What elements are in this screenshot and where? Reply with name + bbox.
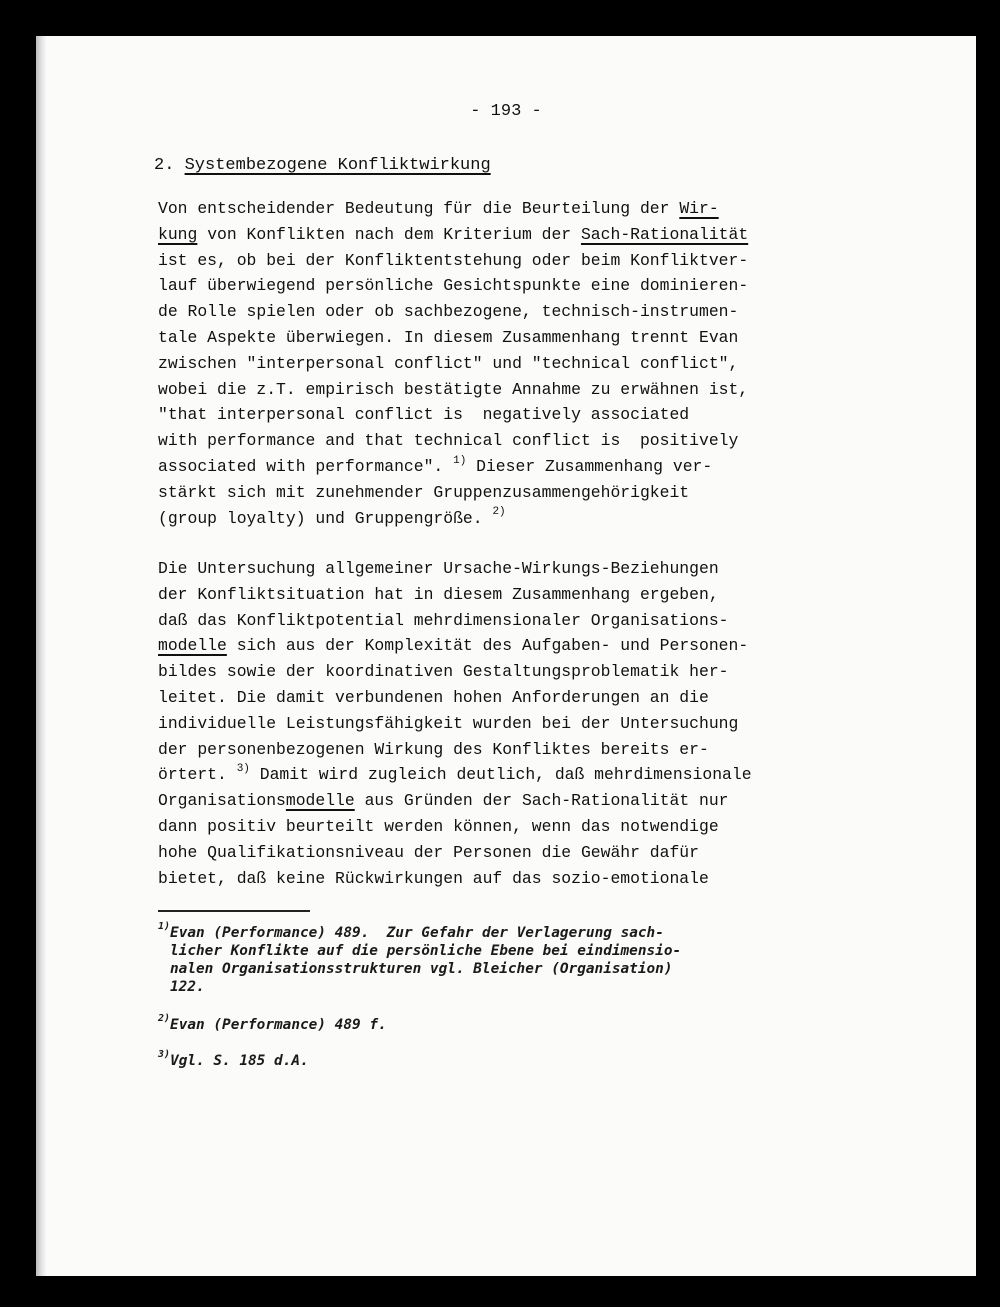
- footnote-ref-3: 3): [236, 762, 250, 775]
- footnote-ref-1: 1): [453, 454, 467, 467]
- text-span: Von entscheidender Bedeutung für die Beurteilung der: [158, 199, 680, 218]
- footnote-mark: 2): [158, 1013, 171, 1025]
- footnote-2: [158, 1013, 387, 1034]
- text-line: "that interpersonal conflict is negatively associated: [158, 405, 690, 425]
- underlined-term: Sach-Rationalität: [580, 224, 749, 244]
- text-span: aus Gründen der Sach-Rationalität nur: [354, 791, 729, 811]
- text-line: [158, 222, 818, 248]
- paragraph-1: [158, 196, 818, 531]
- footnote-mark: 1): [158, 921, 171, 933]
- text-line: dann positiv beurteilt werden können, wenn das notwendige: [158, 816, 719, 836]
- text-line: Die Untersuchung allgemeiner Ursache-Wirkungs-Beziehungen: [158, 559, 719, 578]
- footnote-ref-2: 2): [492, 506, 506, 519]
- text-line: de Rolle spielen oder ob sachbezogene, technisch-instrumen-: [158, 302, 739, 322]
- underlined-term: modelle: [158, 636, 227, 656]
- text-line: leitet. Die damit verbundenen hohen Anforderungen an die: [158, 687, 709, 707]
- text-line: ist es, ob bei der Konfliktentstehung oder beim Konfliktver-: [158, 250, 749, 270]
- document-page: [36, 36, 976, 1276]
- section-number: 2.: [154, 156, 185, 175]
- footnote-separator: [158, 910, 310, 912]
- footnote-mark: 3): [158, 1049, 171, 1061]
- footnote-line: [158, 1049, 309, 1070]
- text-line: zwischen "interpersonal conflict" und "technical conflict",: [158, 353, 739, 373]
- text-line: with performance and that technical conflict is positively: [158, 431, 739, 451]
- footnote-1: [158, 921, 682, 996]
- text-span: örtert.: [158, 765, 227, 785]
- footnote-line: [158, 1013, 387, 1034]
- underlined-term: modelle: [285, 791, 355, 811]
- text-span: Dieser Zusammenhang ver-: [466, 456, 713, 476]
- text-line: bildes sowie der koordinativen Gestaltungsproblematik her-: [158, 662, 729, 682]
- text-line: tale Aspekte überwiegen. In diesem Zusammenhang trennt Evan: [158, 327, 739, 347]
- text-line: der Konfliktsituation hat in diesem Zusammenhang ergeben,: [158, 584, 719, 604]
- text-span: Evan (Performance) 489. Zur Gefahr der Verlagerung sach-: [170, 925, 664, 941]
- text-line: [158, 196, 818, 222]
- footnote-3: [158, 1049, 309, 1070]
- text-line: hohe Qualifikationsniveau der Personen die Gewähr dafür: [158, 842, 699, 862]
- text-span: Evan (Performance) 489 f.: [170, 1017, 387, 1033]
- text-line: [158, 454, 818, 480]
- text-line: [158, 506, 818, 532]
- text-span: Vgl. S. 185 d.A.: [170, 1053, 309, 1069]
- text-line: individuelle Leistungsfähigkeit wurden bei der Untersuchung: [158, 713, 739, 733]
- text-span: associated with performance".: [158, 456, 444, 476]
- text-line: bietet, daß keine Rückwirkungen auf das sozio-emotionale: [158, 868, 709, 888]
- text-span: Organisations: [158, 791, 286, 811]
- text-span: von Konflikten nach dem Kriterium der: [197, 224, 581, 244]
- footnote-line: [158, 921, 681, 942]
- text-line: [158, 762, 818, 788]
- footnote-line: 122.: [170, 979, 205, 995]
- text-span: (group loyalty) und Gruppengröße.: [158, 508, 483, 528]
- text-span: sich aus der Komplexität des Aufgaben- und Personen-: [226, 636, 749, 656]
- text-line: wobei die z.T. empirisch bestätigte Annahme zu erwähnen ist,: [158, 379, 749, 399]
- footnote-line: nalen Organisationsstrukturen vgl. Bleicher (Organisation): [170, 961, 673, 977]
- section-heading: [154, 156, 491, 175]
- text-line: [158, 788, 818, 814]
- underlined-term: Wir-: [679, 199, 719, 218]
- paragraph-2: [158, 556, 818, 891]
- text-line: daß das Konfliktpotential mehrdimensionaler Organisations-: [158, 610, 729, 630]
- text-span: Damit wird zugleich deutlich, daß mehrdimensionale: [249, 765, 752, 785]
- page-number: - 193 -: [470, 102, 542, 121]
- section-title: Systembezogene Konfliktwirkung: [184, 156, 491, 175]
- text-line: der personenbezogenen Wirkung des Konfliktes bereits er-: [158, 739, 709, 759]
- text-line: stärkt sich mit zunehmender Gruppenzusammengehörigkeit: [158, 482, 690, 502]
- binding-edge: [36, 36, 46, 1276]
- text-line: lauf überwiegend persönliche Gesichtspunkte eine dominieren-: [158, 276, 749, 296]
- footnote-line: licher Konflikte auf die persönliche Ebene bei eindimensio-: [170, 943, 682, 959]
- text-line: [158, 633, 818, 659]
- underlined-term: kung: [158, 224, 198, 244]
